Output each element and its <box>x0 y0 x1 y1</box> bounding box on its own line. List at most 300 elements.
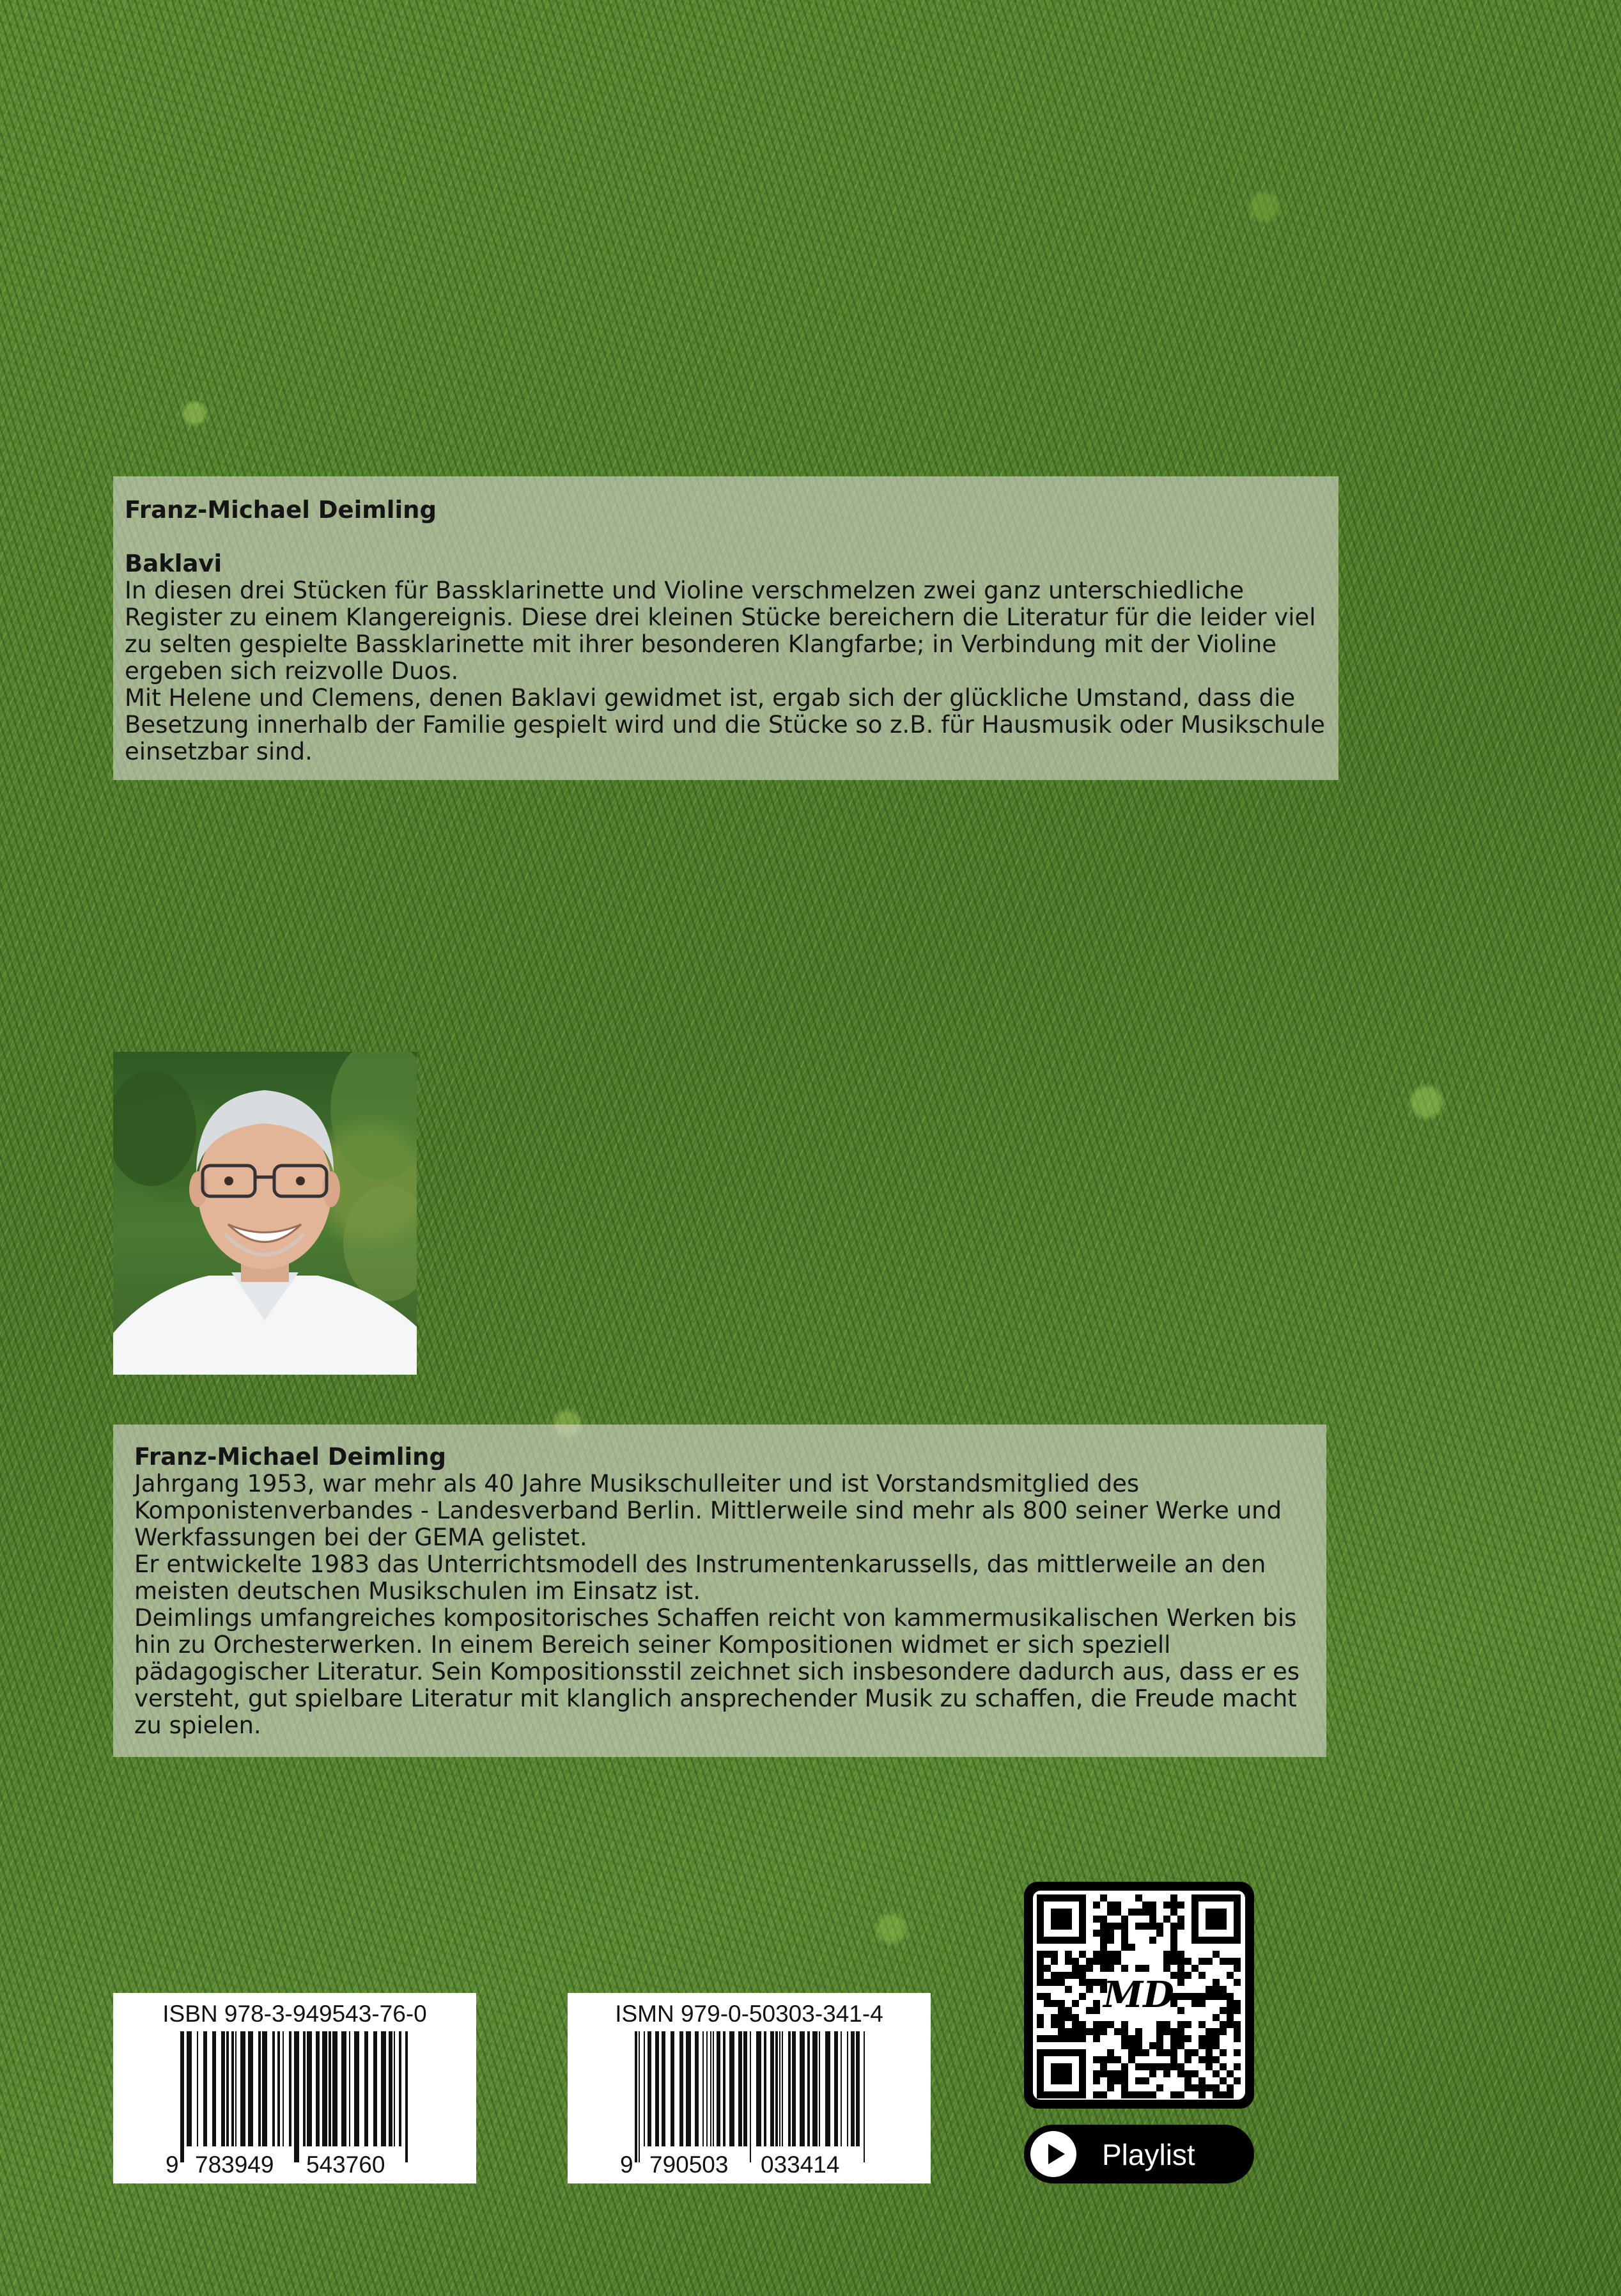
qr-module <box>1121 1923 1128 1930</box>
barcode-bar <box>294 2031 299 2162</box>
qr-module <box>1206 2063 1213 2070</box>
qr-module <box>1220 2028 1227 2035</box>
qr-module <box>1093 2000 1100 2007</box>
qr-module <box>1121 2070 1128 2077</box>
barcode-bar <box>226 2031 229 2146</box>
description-panel <box>113 476 1338 780</box>
qr-module <box>1198 2042 1206 2049</box>
qr-module <box>1191 2049 1198 2056</box>
isbn-label: ISBN 978-3-949543-76-0 <box>162 2001 427 2027</box>
barcode-bar <box>322 2031 327 2146</box>
barcode-bar <box>648 2031 651 2146</box>
work-title: Baklavi <box>125 550 222 577</box>
qr-code-pattern <box>1033 1891 1245 2100</box>
qr-module <box>1114 1902 1121 1909</box>
ismn-label: ISMN 979-0-50303-341-4 <box>615 2001 883 2027</box>
qr-module <box>1100 1916 1107 1923</box>
barcode-bar <box>743 2031 747 2146</box>
qr-module <box>1213 2056 1220 2063</box>
barcode-bar <box>303 2031 306 2146</box>
qr-module <box>1142 2049 1149 2056</box>
qr-module <box>1065 2035 1072 2042</box>
qr-module <box>1107 1909 1114 1916</box>
barcode-bar <box>702 2031 704 2146</box>
qr-module <box>1044 1993 1051 2000</box>
qr-module <box>1058 2000 1065 2007</box>
barcode-bar <box>819 2031 820 2146</box>
qr-module <box>1093 1979 1100 1986</box>
barcode-bar <box>203 2031 207 2146</box>
qr-module <box>1121 2035 1128 2042</box>
qr-module <box>1100 2021 1107 2028</box>
qr-module <box>1163 2063 1170 2070</box>
barcode-bar <box>235 2031 237 2146</box>
ismn-barcode <box>568 1993 931 2183</box>
qr-module <box>1206 2028 1213 2035</box>
qr-module <box>1220 2091 1227 2098</box>
qr-module <box>1121 2077 1128 2084</box>
qr-module <box>1177 1965 1184 1972</box>
qr-module <box>1227 2000 1234 2007</box>
qr-module <box>1163 1965 1170 1972</box>
barcode-bar <box>405 2031 408 2162</box>
qr-module <box>1135 2028 1142 2035</box>
qr-module <box>1149 2042 1156 2049</box>
qr-module <box>1163 1902 1170 1909</box>
qr-module <box>1220 2007 1227 2014</box>
barcode-bar <box>775 2031 778 2146</box>
barcode-bar <box>212 2031 216 2146</box>
qr-module <box>1093 1930 1100 1937</box>
barcode-bar <box>341 2031 346 2146</box>
qr-module <box>1177 2035 1184 2042</box>
qr-module <box>1037 1951 1044 1958</box>
qr-module <box>1135 1909 1142 1916</box>
qr-module <box>1072 1958 1079 1965</box>
qr-module <box>1114 2056 1121 2063</box>
qr-module <box>1177 1993 1184 2000</box>
barcode-bar <box>258 2031 261 2146</box>
qr-logo-text: MD <box>1103 1974 1174 2016</box>
qr-module <box>1086 1958 1093 1965</box>
qr-module <box>1058 2021 1065 2028</box>
qr-module <box>1065 1972 1072 1979</box>
isbn-digits-right: 543760 <box>306 2152 385 2178</box>
bio-name: Franz-Michael Deimling <box>134 1443 446 1471</box>
barcode-bar <box>307 2031 312 2146</box>
qr-module <box>1177 2070 1184 2077</box>
qr-module <box>1065 2007 1072 2014</box>
qr-module <box>1156 1923 1163 1930</box>
qr-module <box>1065 1951 1072 1958</box>
qr-module <box>1234 2049 1241 2056</box>
qr-module <box>1086 1979 1093 1986</box>
qr-module <box>1135 1923 1142 1930</box>
qr-module <box>1177 1916 1184 1923</box>
bio-paragraph-1: Jahrgang 1953, war mehr als 40 Jahre Musikschulleiter und ist Vorstandsmitglied des Komponistenverbandes - Landesverband Berlin. Mittlerweile sind mehr als 800 seiner Werke und Werkfassungen bei der GEMA gelistet. <box>134 1470 1282 1551</box>
qr-module <box>1156 2028 1163 2035</box>
qr-module <box>1093 1951 1100 1958</box>
qr-module <box>1227 1958 1234 1965</box>
qr-module <box>1184 1972 1191 1979</box>
qr-module <box>1163 2021 1170 2028</box>
qr-module <box>1170 2063 1177 2070</box>
qr-module <box>1234 1958 1241 1965</box>
barcode-bar <box>231 2031 234 2146</box>
barcode-bar <box>364 2031 368 2146</box>
qr-module <box>1149 1923 1156 1930</box>
qr-module <box>1128 2035 1135 2042</box>
barcode-bar <box>788 2031 791 2146</box>
qr-module <box>1163 2049 1170 2056</box>
biography-panel <box>113 1425 1326 1757</box>
qr-module <box>1107 2070 1114 2077</box>
qr-module <box>1142 1909 1149 1916</box>
qr-module <box>1191 2000 1198 2007</box>
qr-module <box>1227 2021 1234 2028</box>
qr-module <box>1149 1916 1156 1923</box>
barcode-bar <box>221 2031 225 2146</box>
qr-module <box>1107 1902 1114 1909</box>
qr-module <box>1135 2042 1142 2049</box>
qr-module <box>1100 1965 1107 1972</box>
qr-module <box>1198 1993 1206 2000</box>
qr-module <box>1198 2084 1206 2091</box>
qr-module <box>1051 1958 1058 1965</box>
qr-module <box>1142 2063 1149 2070</box>
barcode-bar <box>373 2031 377 2146</box>
qr-module <box>1065 1958 1072 1965</box>
barcode-bar <box>354 2031 359 2146</box>
qr-module <box>1163 2070 1170 2077</box>
bio-paragraph-3: Deimlings umfangreiches kompositorisches Schaffen reicht von kammermusikalischen Werken bis hin zu Orchesterwerken. In einem Bereich seiner Kompositionen widmet er sich speziell pädagogischer Literatur. Sein Kompositionsstil zeichnet sich insbesondere dadurch aus, dass er es versteht, gut spielbare Literatur mit klanglich ansprechender Musik zu schaffen, die Freude macht zu spielen. <box>134 1604 1300 1739</box>
qr-module <box>1170 1944 1177 1951</box>
playlist-label: Playlist <box>1102 2138 1195 2171</box>
barcode-bar <box>671 2031 674 2146</box>
qr-module <box>1037 1972 1044 1979</box>
qr-module <box>1079 2035 1086 2042</box>
qr-module <box>1149 2070 1156 2077</box>
qr-module <box>1121 1930 1128 1937</box>
qr-module <box>1191 1993 1198 2000</box>
qr-module <box>1142 1923 1149 1930</box>
qr-module <box>1058 1979 1065 1986</box>
qr-module <box>1149 2063 1156 2070</box>
qr-module <box>1135 2063 1142 2070</box>
qr-module <box>1093 2035 1100 2042</box>
qr-module <box>1206 2035 1213 2042</box>
qr-module <box>1220 2049 1227 2056</box>
barcode-bar <box>635 2031 637 2162</box>
qr-module <box>1072 2000 1079 2007</box>
qr-module <box>1079 2021 1086 2028</box>
qr-module <box>1079 1979 1086 1986</box>
qr-module <box>1184 1993 1191 2000</box>
qr-module <box>1198 2056 1206 2063</box>
qr-module <box>1051 1951 1058 1958</box>
qr-module <box>1198 2035 1206 2042</box>
qr-module <box>1037 2021 1044 2028</box>
qr-module <box>1220 2077 1227 2084</box>
qr-module <box>1093 2056 1100 2063</box>
qr-module <box>1086 2028 1093 2035</box>
barcode-bar <box>248 2031 253 2146</box>
qr-module <box>1037 1965 1044 1972</box>
qr-module <box>1135 1894 1142 1902</box>
isbn-barcode <box>113 1993 476 2183</box>
barcode-bar <box>764 2031 766 2146</box>
qr-module <box>1234 2000 1241 2007</box>
barcode-bar <box>750 2031 751 2162</box>
qr-module <box>1142 1965 1149 1972</box>
qr-module <box>1170 2091 1177 2098</box>
qr-module <box>1213 1979 1220 1986</box>
qr-module <box>1156 1930 1163 1937</box>
barcode-bar <box>713 2031 714 2146</box>
barcode-bar <box>695 2031 699 2146</box>
qr-module <box>1100 2056 1107 2063</box>
barcode-bar <box>639 2031 640 2162</box>
qr-module <box>1191 2070 1198 2077</box>
barcode-bar <box>332 2031 337 2146</box>
qr-module <box>1079 2028 1086 2035</box>
barcode-bar <box>316 2031 320 2146</box>
qr-module <box>1177 2007 1184 2014</box>
qr-module <box>1079 1993 1086 2000</box>
qr-module <box>1177 2021 1184 2028</box>
play-icon <box>1030 2131 1076 2177</box>
barcode-bar <box>864 2031 865 2162</box>
qr-module <box>1121 2091 1128 2098</box>
qr-finder <box>1206 1909 1227 1930</box>
qr-module <box>1107 2077 1114 2084</box>
qr-module <box>1044 2000 1051 2007</box>
qr-module <box>1100 2070 1107 2077</box>
qr-module <box>1058 2028 1065 2035</box>
barcode-bar <box>283 2031 284 2146</box>
barcode-bar <box>706 2031 708 2146</box>
qr-module <box>1206 2049 1213 2056</box>
qr-module <box>1177 1923 1184 1930</box>
barcode-bar <box>779 2031 780 2146</box>
qr-module <box>1184 1958 1191 1965</box>
qr-module <box>1114 1909 1121 1916</box>
barcode-bar <box>770 2031 774 2146</box>
qr-module <box>1198 1972 1206 1979</box>
qr-module <box>1227 2070 1234 2077</box>
qr-module <box>1177 2063 1184 2070</box>
qr-module <box>1206 1986 1213 1993</box>
qr-module <box>1156 2063 1163 2070</box>
qr-module <box>1142 1902 1149 1909</box>
qr-module <box>1093 2077 1100 2084</box>
qr-module <box>1184 2077 1191 2084</box>
qr-module <box>1220 2063 1227 2070</box>
barcode-bar <box>812 2031 818 2146</box>
qr-module <box>1100 2028 1107 2035</box>
qr-module <box>1184 2084 1191 2091</box>
qr-module <box>1128 2056 1135 2063</box>
qr-module <box>1213 2035 1220 2042</box>
qr-module <box>1234 1965 1241 1972</box>
qr-module <box>1121 1916 1128 1923</box>
qr-module <box>1184 2021 1191 2028</box>
qr-module <box>1051 2014 1058 2021</box>
barcode-bar <box>723 2031 725 2146</box>
ismn-bars <box>635 2031 865 2166</box>
playlist-button[interactable] <box>1024 2125 1254 2183</box>
qr-module <box>1121 1944 1128 1951</box>
qr-module <box>1198 1958 1206 1965</box>
qr-module <box>1184 2070 1191 2077</box>
qr-finder <box>1051 2063 1072 2084</box>
qr-module <box>1234 2077 1241 2084</box>
qr-module <box>1079 1965 1086 1972</box>
qr-module <box>1142 2091 1149 2098</box>
qr-module <box>1213 2042 1220 2049</box>
qr-module <box>1044 2035 1051 2042</box>
qr-module <box>1107 2049 1114 2056</box>
qr-module <box>1107 1958 1114 1965</box>
qr-module <box>1086 1965 1093 1972</box>
qr-module <box>1227 2084 1234 2091</box>
description-paragraph-2: Mit Helene und Clemens, denen Baklavi gewidmet ist, ergab sich der glückliche Umstand, dass die Besetzung innerhalb der Familie gespielt wird und die Stücke so z.B. für Hausmusik oder Musikschule einsetzbar sind. <box>125 684 1325 765</box>
qr-module <box>1163 1951 1170 1958</box>
qr-module <box>1206 1958 1213 1965</box>
qr-module <box>1072 1965 1079 1972</box>
qr-module <box>1093 1916 1100 1923</box>
qr-module <box>1163 2028 1170 2035</box>
barcode-bar <box>800 2031 805 2146</box>
qr-module <box>1149 1909 1156 1916</box>
qr-module <box>1044 1965 1051 1972</box>
qr-module <box>1177 2028 1184 2035</box>
qr-module <box>1213 2070 1220 2077</box>
qr-code[interactable] <box>1024 1882 1254 2109</box>
barcode-bar <box>197 2031 198 2146</box>
barcode-bar <box>856 2031 860 2146</box>
qr-module <box>1093 2070 1100 2077</box>
qr-module <box>1086 1986 1093 1993</box>
qr-module <box>1107 1937 1114 1944</box>
qr-module <box>1121 2021 1128 2028</box>
ismn-first-digit: 9 <box>620 2152 633 2178</box>
qr-module <box>1121 2063 1128 2070</box>
barcode-bar <box>851 2031 855 2146</box>
qr-module <box>1044 1951 1051 1958</box>
qr-module <box>1107 1965 1114 1972</box>
qr-module <box>1107 2021 1114 2028</box>
qr-module <box>1170 1930 1177 1937</box>
qr-module <box>1220 2021 1227 2028</box>
qr-module <box>1100 1951 1107 1958</box>
qr-module <box>1100 1937 1107 1944</box>
qr-module <box>1149 2091 1156 2098</box>
barcode-bar <box>180 2031 184 2162</box>
qr-module <box>1213 1951 1220 1958</box>
qr-module <box>1156 2049 1163 2056</box>
qr-module <box>1072 2014 1079 2021</box>
qr-module <box>1170 2035 1177 2042</box>
barcode-bar <box>738 2031 742 2146</box>
qr-module <box>1107 1923 1114 1930</box>
qr-module <box>1093 1958 1100 1965</box>
qr-module <box>1234 2007 1241 2014</box>
qr-module <box>1170 2049 1177 2056</box>
qr-module <box>1065 2014 1072 2021</box>
qr-module <box>1198 2077 1206 2084</box>
qr-module <box>1170 1923 1177 1930</box>
qr-module <box>1227 2007 1234 2014</box>
qr-module <box>1100 1894 1107 1902</box>
qr-module <box>1135 2049 1142 2056</box>
qr-module <box>1072 2021 1079 2028</box>
qr-module <box>1065 1986 1072 1993</box>
qr-module <box>1184 2049 1191 2056</box>
qr-module <box>1079 1972 1086 1979</box>
barcode-bar <box>289 2031 291 2146</box>
isbn-digits-left: 783949 <box>195 2152 274 2178</box>
qr-module <box>1156 2035 1163 2042</box>
qr-module <box>1227 2091 1234 2098</box>
barcode-bar <box>841 2031 842 2146</box>
qr-module <box>1037 1958 1044 1965</box>
qr-module <box>1128 2091 1135 2098</box>
barcode-bar <box>662 2031 665 2146</box>
barcode-bar <box>644 2031 645 2146</box>
qr-module <box>1177 1902 1184 1909</box>
qr-module <box>1177 1979 1184 1986</box>
qr-module <box>1058 1972 1065 1979</box>
qr-module <box>1044 1979 1051 1986</box>
barcode-bar <box>399 2031 401 2146</box>
description-paragraph-1: In diesen drei Stücken für Bassklarinette und Violine verschmelzen zwei ganz unterschiedliche Register zu einem Klangereignis. Diese drei kleinen Stücke bereichern die Literatur für die leider viel zu selten gespielte Bassklarinette mit ihrer besonderen Klangfarbe; in Verbindung mit der Violine ergeben sich reizvolle Duos. <box>125 577 1316 685</box>
qr-module <box>1206 2056 1213 2063</box>
qr-module <box>1170 1937 1177 1944</box>
qr-module <box>1072 2035 1079 2042</box>
qr-module <box>1198 2091 1206 2098</box>
qr-module <box>1065 2028 1072 2035</box>
barcode-bar <box>389 2031 392 2146</box>
qr-module <box>1100 1958 1107 1965</box>
barcode-bar <box>825 2031 830 2146</box>
qr-module <box>1128 1909 1135 1916</box>
qr-module <box>1234 2021 1241 2028</box>
qr-module <box>1177 1972 1184 1979</box>
isbn-first-digit: 9 <box>166 2152 179 2178</box>
qr-module <box>1100 1923 1107 1930</box>
barcode-bar <box>834 2031 838 2146</box>
barcode-bar <box>277 2031 280 2146</box>
ismn-digits-left: 790503 <box>649 2152 729 2178</box>
qr-module <box>1121 2028 1128 2035</box>
qr-module <box>1107 1930 1114 1937</box>
qr-module <box>1051 1979 1058 1986</box>
qr-module <box>1051 1972 1058 1979</box>
barcode-bar <box>381 2031 386 2146</box>
qr-module <box>1170 1894 1177 1902</box>
qr-module <box>1177 1958 1184 1965</box>
qr-module <box>1191 2084 1198 2091</box>
bio-paragraph-2: Er entwickelte 1983 das Unterrichtsmodell des Instrumentenkarussells, das mittlerweile an den meisten deutschen Musikschulen im Einsatz ist. <box>134 1550 1266 1605</box>
barcode-bar <box>262 2031 267 2146</box>
qr-module <box>1135 2035 1142 2042</box>
qr-module <box>1220 1958 1227 1965</box>
qr-module <box>1213 1986 1220 1993</box>
qr-module <box>1114 2028 1121 2035</box>
barcode-bar <box>782 2031 783 2146</box>
qr-module <box>1213 2084 1220 2091</box>
